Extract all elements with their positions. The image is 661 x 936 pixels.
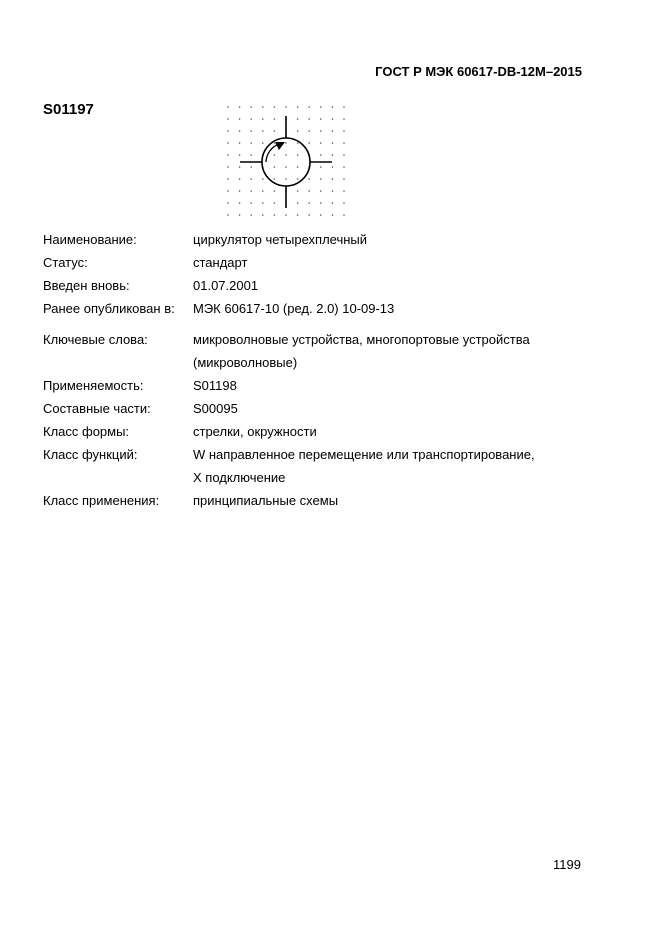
grid-dot <box>320 190 322 192</box>
grid-dot <box>297 154 299 156</box>
grid-dot <box>239 106 241 108</box>
grid-dot <box>239 142 241 144</box>
grid-dot <box>320 166 322 168</box>
attribute-value-line: S01198 <box>193 378 237 393</box>
grid-dot <box>274 166 276 168</box>
attribute-value <box>193 228 603 251</box>
grid-dot <box>285 154 287 156</box>
attribute-label: Класс формы: <box>43 424 130 439</box>
grid-dot <box>262 178 264 180</box>
document-header: ГОСТ Р МЭК 60617-DB-12M–2015 <box>375 64 582 79</box>
attribute-value <box>193 397 603 420</box>
grid-dot <box>343 178 345 180</box>
attribute-row-components <box>43 397 603 420</box>
attribute-value <box>193 297 603 320</box>
grid-dot <box>297 142 299 144</box>
attribute-row-applicability <box>43 374 603 397</box>
attribute-value <box>193 251 603 274</box>
grid-dot <box>308 118 310 120</box>
grid-dot <box>332 118 334 120</box>
grid-dot <box>343 154 345 156</box>
attribute-value-line: стрелки, окружности <box>193 424 317 439</box>
attribute-value-line: (микроволновые) <box>193 355 298 370</box>
grid-dot <box>250 214 252 216</box>
attribute-value-line: 01.07.2001 <box>193 278 259 293</box>
grid-dot <box>297 214 299 216</box>
attribute-value <box>193 374 603 397</box>
grid-dot <box>250 202 252 204</box>
attribute-value <box>193 420 603 443</box>
grid-dot <box>320 154 322 156</box>
attribute-label: Наименование: <box>43 232 137 247</box>
attribute-label: Класс применения: <box>43 493 160 508</box>
grid-dot <box>250 166 252 168</box>
attribute-row-introduced <box>43 274 603 297</box>
grid-dot <box>250 106 252 108</box>
grid-dot <box>320 214 322 216</box>
grid-dot <box>262 130 264 132</box>
attribute-value <box>193 489 603 512</box>
grid-dot <box>262 190 264 192</box>
grid-dot <box>332 178 334 180</box>
grid-dot <box>227 130 229 132</box>
grid-dot <box>227 214 229 216</box>
grid-dot <box>227 166 229 168</box>
grid-dot <box>227 202 229 204</box>
grid-dot <box>250 118 252 120</box>
grid-dot <box>332 190 334 192</box>
grid-dot <box>320 118 322 120</box>
grid-dot <box>297 130 299 132</box>
grid-dot <box>239 118 241 120</box>
attribute-value-line: принципиальные схемы <box>193 493 339 508</box>
grid-dot <box>308 130 310 132</box>
symbol-id: S01197 <box>43 101 94 118</box>
grid-dot <box>343 130 345 132</box>
grid-dot <box>239 202 241 204</box>
grid-dot <box>262 142 264 144</box>
grid-dot <box>227 118 229 120</box>
attribute-label: Ранее опубликован в: <box>43 301 175 316</box>
grid-dot <box>332 154 334 156</box>
attribute-value <box>193 328 603 374</box>
grid-dot <box>227 154 229 156</box>
attribute-row-keywords <box>43 328 603 374</box>
grid-dot <box>332 202 334 204</box>
grid-dot <box>297 106 299 108</box>
grid-dot <box>239 154 241 156</box>
grid-dot <box>262 106 264 108</box>
grid-dot <box>250 178 252 180</box>
attribute-label: Класс функций: <box>43 447 138 462</box>
grid-dot <box>250 154 252 156</box>
grid-dot <box>262 202 264 204</box>
attribute-value-line: МЭК 60617-10 (ред. 2.0) 10-09-13 <box>193 301 395 316</box>
attribute-label: Статус: <box>43 255 88 270</box>
grid-dot <box>274 190 276 192</box>
page-number: 1199 <box>553 857 581 872</box>
grid-dot <box>343 214 345 216</box>
attribute-label: Составные части: <box>43 401 151 416</box>
attribute-value-line: S00095 <box>193 401 238 416</box>
grid-dot <box>343 142 345 144</box>
grid-dot <box>343 202 345 204</box>
grid-dot <box>320 106 322 108</box>
attribute-value-line: W направленное перемещение или транспортирование, <box>193 447 535 462</box>
grid-dot <box>308 142 310 144</box>
grid-dot <box>262 118 264 120</box>
grid-dot <box>320 130 322 132</box>
grid-dot <box>250 190 252 192</box>
grid-dot <box>332 214 334 216</box>
grid-dot <box>343 190 345 192</box>
grid-dot <box>320 142 322 144</box>
grid-dot <box>297 202 299 204</box>
grid-dot <box>343 106 345 108</box>
grid-dot <box>285 106 287 108</box>
grid-dot <box>227 178 229 180</box>
grid-dot <box>320 202 322 204</box>
circulator-symbol-graphic <box>222 102 352 224</box>
grid-dot <box>308 106 310 108</box>
grid-dot <box>239 130 241 132</box>
grid-dot <box>274 178 276 180</box>
grid-dot <box>274 214 276 216</box>
grid-dot <box>250 130 252 132</box>
grid-dot <box>274 154 276 156</box>
grid-dot <box>285 214 287 216</box>
grid-dot <box>227 190 229 192</box>
attribute-row-application-class <box>43 489 603 512</box>
grid-dot <box>285 166 287 168</box>
grid-dot <box>285 142 287 144</box>
attribute-label: Ключевые слова: <box>43 332 148 347</box>
attribute-value-line: X подключение <box>193 470 286 485</box>
attribute-label: Введен вновь: <box>43 278 130 293</box>
attribute-row-function-class <box>43 443 603 489</box>
grid-dot <box>227 106 229 108</box>
grid-dot <box>332 142 334 144</box>
grid-dot <box>343 118 345 120</box>
grid-dot <box>239 190 241 192</box>
grid-dot <box>274 142 276 144</box>
attribute-row-name <box>43 228 603 251</box>
grid-dot <box>308 190 310 192</box>
attribute-value-line: циркулятор четырехплечный <box>193 232 368 247</box>
grid-dot <box>250 142 252 144</box>
grid-dot <box>297 166 299 168</box>
grid-dot <box>297 178 299 180</box>
grid-dot <box>239 166 241 168</box>
grid-dot <box>274 118 276 120</box>
grid-dot <box>274 130 276 132</box>
attribute-table <box>43 228 603 512</box>
attribute-row-status <box>43 251 603 274</box>
grid-dot <box>308 214 310 216</box>
grid-dot <box>297 118 299 120</box>
grid-dot <box>332 166 334 168</box>
grid-dot <box>285 178 287 180</box>
circulation-arrowhead-icon <box>275 142 285 150</box>
grid-dot <box>308 202 310 204</box>
grid-dot <box>320 178 322 180</box>
attribute-row-shape-class <box>43 420 603 443</box>
attribute-value <box>193 274 603 297</box>
grid-dot <box>332 130 334 132</box>
attribute-value-line: микроволновые устройства, многопортовые устройства <box>193 332 530 347</box>
grid-dot <box>308 178 310 180</box>
grid-dot <box>227 142 229 144</box>
grid-dot <box>239 214 241 216</box>
grid-dot <box>343 166 345 168</box>
grid-dot <box>262 214 264 216</box>
grid-dot <box>239 178 241 180</box>
attribute-row-previously-published <box>43 297 603 320</box>
grid-dot <box>297 190 299 192</box>
grid-dot <box>332 106 334 108</box>
attribute-label: Применяемость: <box>43 378 144 393</box>
attribute-value-line: стандарт <box>193 255 248 270</box>
grid-dot <box>274 202 276 204</box>
attribute-value <box>193 443 603 489</box>
grid-dot <box>274 106 276 108</box>
